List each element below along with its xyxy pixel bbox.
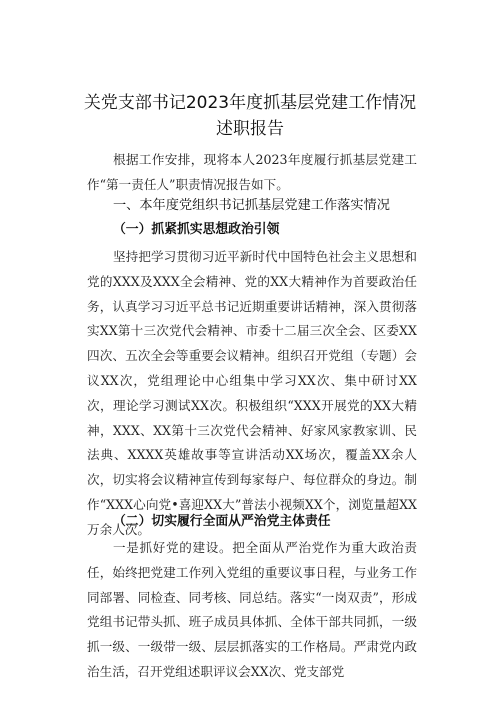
subsection2-body: 一是抓好党的建设。把全面从严治党作为重大政治责任，始终把党建工作列入党组的重要议事日程，与业务工作同部署、同检查、同考核、同总结。落实“一岗双责”，形成党组书记带头抓、班子成员具体抓、全体干部共同抓，一级抓一级、一级带一级、层层抓落实的工作格局。严肃党内政治生活，召开党组述职评议会XX次、党支部党: [87, 540, 417, 679]
subsection1-body: 坚持把学习贯彻习近平新时代中国特色社会主义思想和党的XXX及XXX全会精神、党的XX大精神作为首要政治任务，认真学习习近平总书记近期重要讲话精神，深入贯彻落实XX第十三次党代会精神、市委十二届三次全会、区委XX四次、五次全会等重要会议精神。组织召开党组（专题）会议XX次，党组理论中心组集中学习XX次、集中研讨XX次，理论学习测试XX次。积极组织“XXX开展党的XX大精神，XXX、XX第十三次党代会精神、好家风家教家训、民法典、XXXX英雄故事等宣讲活动XX场次，覆盖XX余人次，切实将会议精神宣传到每家每户、每位群众的身边。制作“XXX心向党•喜迎XX大”普法小视频XX个，浏览量超XX万余人次。: [87, 249, 417, 537]
subsection2-heading: （二）切实履行全面从严治党主体责任: [113, 514, 331, 529]
document-title-line1: 关党支部书记2023年度抓基层党建工作情况: [83, 93, 417, 113]
document-title-line2: 述职报告: [216, 119, 284, 139]
subsection1-heading: （一）抓紧抓实思想政治引领: [113, 222, 280, 237]
section1-heading: 一、本年度党组织书记抓基层党建工作落实情况: [113, 198, 390, 213]
intro-paragraph: 根据工作安排，现将本人2023年度履行抓基层党建工作“第一责任人”职责情况报告如下。: [87, 152, 417, 192]
